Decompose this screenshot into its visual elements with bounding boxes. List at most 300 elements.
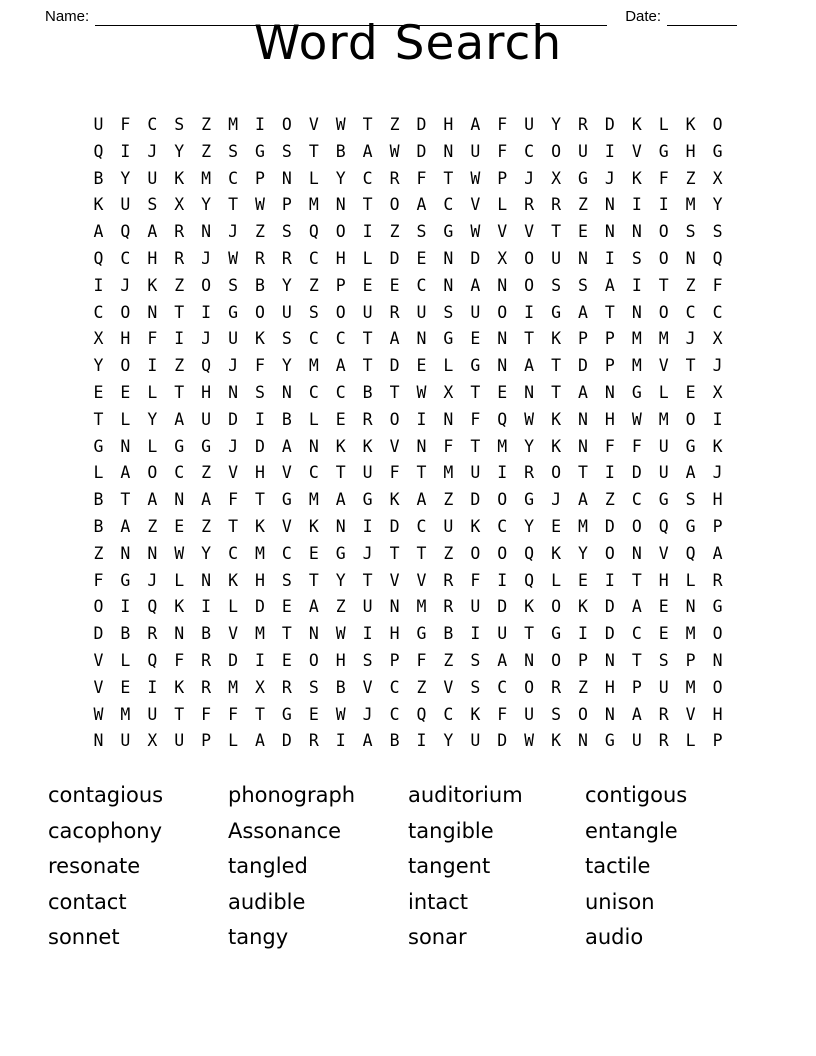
grid-letter-r11-c11: B [362,382,373,402]
grid-letter-r21-c1: V [93,650,104,670]
grid-letter-r20-c14: B [443,624,454,644]
grid-letter-r4-c22: I [658,195,669,215]
grid-letter-r17-c5: Y [201,543,212,563]
grid-letter-r6-c1: Q [93,248,104,268]
grid-letter-r21-c12: P [389,650,400,670]
grid-letter-r5-c14: G [443,222,454,242]
grid-letter-r24-c23: L [685,731,696,751]
grid-letter-r5-c19: E [577,222,588,242]
grid-letter-r24-c4: U [174,731,185,751]
grid-letter-r1-c2: F [120,115,131,134]
grid-letter-r23-c8: G [281,704,292,724]
grid-letter-r8-c1: C [93,302,104,322]
grid-letter-r14-c15: U [470,463,481,483]
grid-letter-r10-c18: T [551,356,561,376]
grid-letter-r11-c1: E [93,382,104,402]
name-blank-line [95,11,607,26]
grid-letter-r22-c6: M [228,677,238,697]
grid-letter-r22-c5: R [201,677,212,697]
grid-letter-r6-c12: D [389,248,400,268]
grid-letter-r9-c13: N [416,329,427,349]
grid-letter-r1-c21: K [631,115,642,134]
grid-letter-r8-c19: A [577,302,588,322]
grid-letter-r17-c22: V [658,543,669,563]
grid-letter-r1-c5: Z [201,115,212,134]
grid-letter-r24-c22: R [658,731,669,751]
grid-letter-r17-c1: Z [93,543,104,563]
grid-letter-r5-c18: T [551,222,561,242]
grid-letter-r24-c7: A [254,731,265,751]
grid-letter-r11-c3: L [147,382,158,402]
grid-letter-r20-c5: B [201,624,212,644]
grid-letter-r18-c22: H [658,570,669,590]
grid-letter-r15-c9: M [308,490,319,510]
grid-letter-r14-c22: U [658,463,669,483]
grid-letter-r1-c16: F [497,115,508,134]
grid-letter-r7-c15: A [470,275,481,295]
grid-letter-r18-c11: T [362,570,373,590]
grid-letter-r14-c11: U [362,463,373,483]
grid-letter-r17-c8: C [281,543,292,563]
grid-letter-r11-c17: N [524,382,535,402]
grid-letter-r19-c7: D [254,597,265,617]
grid-letter-r24-c3: X [147,731,158,751]
grid-letter-r16-c23: G [685,516,696,536]
grid-letter-r17-c9: E [308,543,319,563]
grid-letter-r20-c20: D [604,624,615,644]
grid-letter-r5-c15: W [470,222,481,242]
grid-letter-r9-c4: I [174,329,185,349]
grid-letter-r22-c7: X [254,677,265,697]
grid-letter-r3-c1: B [93,168,104,188]
grid-letter-r14-c24: J [712,463,723,483]
grid-letter-r4-c13: A [416,195,427,215]
grid-letter-r17-c12: T [389,543,400,563]
grid-letter-r13-c3: L [147,436,158,456]
word-item: phonograph [228,783,356,807]
grid-letter-r17-c7: M [254,543,265,563]
grid-letter-r15-c1: B [93,490,104,510]
grid-letter-r21-c23: P [685,650,696,670]
grid-letter-r12-c7: I [254,409,265,429]
grid-letter-r20-c15: I [470,624,481,644]
grid-letter-r4-c21: I [631,195,642,215]
grid-letter-r17-c14: Z [443,543,454,563]
grid-letter-r13-c14: F [443,436,454,456]
grid-letter-r14-c9: C [308,463,319,483]
grid-letter-r6-c23: N [685,248,696,268]
grid-letter-r22-c16: C [497,677,508,697]
grid-letter-r3-c23: Z [685,168,696,188]
grid-letter-r1-c18: Y [551,115,561,134]
grid-letter-r1-c3: C [147,115,158,134]
grid-letter-r4-c20: N [604,195,615,215]
grid-letter-r16-c13: C [416,516,427,536]
grid-letter-r2-c11: A [362,141,373,161]
grid-letter-r3-c2: Y [120,168,131,188]
grid-letter-r16-c10: N [335,516,346,536]
grid-letter-r19-c2: I [120,597,131,617]
grid-letter-r18-c8: S [281,570,292,590]
grid-letter-r3-c11: C [362,168,373,188]
word-item: audio [585,925,644,950]
grid-letter-r1-c7: I [254,115,265,134]
grid-letter-r12-c21: W [631,409,642,429]
grid-letter-r19-c19: K [577,597,588,617]
grid-letter-r19-c4: K [174,597,185,617]
word-item: audible [228,889,306,914]
grid-letter-r2-c14: N [443,141,454,161]
grid-letter-r3-c13: F [416,168,427,188]
grid-letter-r14-c13: T [416,463,427,483]
grid-letter-r24-c11: A [362,731,373,751]
page-title: Word Search [253,16,563,71]
grid-letter-r18-c17: Q [524,570,535,590]
grid-letter-r8-c10: O [335,302,346,322]
grid-letter-r11-c21: G [631,382,642,402]
grid-letter-r5-c10: O [335,222,346,242]
grid-letter-r22-c9: S [308,677,319,697]
grid-letter-r16-c11: I [362,516,373,536]
grid-letter-r19-c5: I [201,597,212,617]
grid-letter-r14-c18: O [551,463,561,483]
grid-letter-r3-c8: N [281,168,292,188]
grid-letter-r5-c20: N [604,222,615,242]
grid-letter-r4-c2: U [120,195,131,215]
grid-letter-r3-c15: W [470,168,481,188]
grid-letter-r23-c20: N [604,704,615,724]
grid-letter-r2-c22: G [658,141,669,161]
grid-letter-r20-c8: T [281,624,292,644]
grid-letter-r20-c17: T [524,624,535,644]
grid-letter-r15-c4: N [174,490,185,510]
grid-letter-r3-c19: G [577,168,588,188]
grid-letter-r5-c17: V [524,222,535,242]
grid-letter-r4-c16: L [497,195,508,215]
grid-letter-r23-c4: T [174,704,185,724]
grid-letter-r16-c4: E [174,516,185,536]
grid-letter-r8-c11: U [362,302,373,322]
grid-letter-r17-c15: O [470,543,481,563]
grid-letter-r15-c16: O [497,490,508,510]
grid-letter-r20-c11: I [362,624,373,644]
grid-letter-r18-c6: K [228,570,238,590]
grid-letter-r1-c10: W [335,115,346,134]
grid-letter-r20-c21: C [631,624,642,644]
grid-letter-r16-c8: V [281,516,292,536]
grid-letter-r12-c8: B [281,409,292,429]
word-item: sonnet [48,925,120,950]
grid-letter-r9-c9: C [308,329,319,349]
grid-letter-r13-c17: Y [524,436,535,456]
grid-letter-r15-c15: D [470,490,481,510]
grid-letter-r14-c10: T [335,463,346,483]
grid-letter-r7-c22: T [658,275,669,295]
grid-letter-r18-c21: T [631,570,642,590]
grid-letter-r5-c8: S [281,222,292,242]
grid-letter-r15-c8: G [281,490,292,510]
grid-letter-r4-c6: T [228,195,238,215]
grid-letter-r20-c22: E [658,624,669,644]
grid-letter-r23-c18: S [551,704,561,724]
grid-letter-r23-c17: U [524,704,535,724]
grid-letter-r24-c12: B [389,731,400,751]
grid-letter-r15-c10: A [335,490,346,510]
word-item: entangle [585,818,678,843]
grid-letter-r20-c3: R [147,624,158,644]
grid-letter-r10-c1: Y [93,356,104,376]
grid-letter-r22-c2: E [120,677,131,697]
grid-letter-r12-c4: A [174,409,185,429]
grid-letter-r7-c13: C [416,275,427,295]
grid-letter-r12-c12: O [389,409,400,429]
grid-letter-r7-c1: I [93,275,104,295]
grid-letter-r24-c5: P [201,731,212,751]
grid-letter-r14-c8: V [281,463,292,483]
grid-letter-r16-c6: T [228,516,238,536]
grid-letter-r1-c12: Z [389,115,400,134]
date-blank-line [667,11,737,26]
grid-letter-r2-c19: U [577,141,588,161]
grid-letter-r10-c4: Z [174,356,185,376]
grid-letter-r2-c17: C [524,141,535,161]
grid-letter-r8-c21: N [631,302,642,322]
grid-letter-r10-c22: V [658,356,669,376]
grid-letter-r11-c20: N [604,382,615,402]
grid-letter-r24-c17: W [524,731,535,751]
grid-letter-r4-c12: O [389,195,400,215]
grid-letter-r20-c12: H [389,624,400,644]
word-item: intact [408,889,469,914]
grid-letter-r14-c6: V [228,463,238,483]
grid-letter-r12-c2: L [120,409,131,429]
word-item: Assonance [228,818,342,843]
grid-letter-r14-c17: R [524,463,535,483]
grid-letter-r6-c11: L [362,248,373,268]
word-item: tangent [408,854,491,879]
grid-letter-r1-c8: O [281,115,292,134]
grid-letter-r8-c2: O [120,302,131,322]
grid-letter-r23-c21: A [631,704,642,724]
grid-letter-r3-c18: X [551,168,561,188]
grid-letter-r11-c2: E [120,382,131,402]
grid-letter-r13-c15: T [470,436,481,456]
grid-letter-r2-c6: S [228,141,238,161]
grid-letter-r7-c11: E [362,275,373,295]
grid-letter-r15-c21: C [631,490,642,510]
grid-letter-r19-c20: D [604,597,615,617]
grid-letter-r20-c23: M [685,624,696,644]
grid-letter-r4-c8: P [281,195,292,215]
grid-letter-r12-c22: M [658,409,669,429]
grid-letter-r21-c2: L [120,650,131,670]
grid-letter-r2-c20: I [604,141,615,161]
grid-letter-r21-c18: O [551,650,561,670]
grid-letter-r7-c19: S [577,275,588,295]
grid-letter-r16-c15: K [470,516,481,536]
grid-letter-r15-c22: G [658,490,669,510]
grid-letter-r10-c9: M [308,356,319,376]
grid-letter-r24-c9: R [308,731,319,751]
grid-letter-r10-c14: L [443,356,454,376]
grid-letter-r10-c21: M [631,356,642,376]
grid-letter-r18-c12: V [389,570,400,590]
grid-letter-r20-c9: N [308,624,319,644]
grid-letter-r17-c11: J [362,543,373,563]
grid-letter-r16-c20: D [604,516,615,536]
grid-letter-r6-c6: W [228,248,238,268]
grid-letter-r24-c8: D [281,731,292,751]
grid-letter-r22-c15: S [470,677,481,697]
grid-letter-r10-c12: D [389,356,400,376]
grid-letter-r15-c14: Z [443,490,454,510]
grid-letter-r13-c4: G [174,436,185,456]
grid-letter-r21-c7: I [254,650,265,670]
grid-letter-r20-c13: G [416,624,427,644]
grid-letter-r1-c20: D [604,115,615,134]
grid-letter-r13-c13: N [416,436,427,456]
grid-letter-r3-c9: L [308,168,319,188]
grid-letter-r3-c24: X [712,168,723,188]
grid-letter-r11-c4: T [174,382,185,402]
grid-letter-r22-c10: B [335,677,346,697]
grid-letter-r20-c19: I [577,624,588,644]
grid-letter-r22-c8: R [281,677,292,697]
grid-letter-r15-c5: A [201,490,212,510]
grid-letter-r18-c24: R [712,570,723,590]
grid-letter-r14-c1: L [93,463,104,483]
grid-letter-r24-c6: L [228,731,238,751]
grid-letter-r18-c3: J [147,570,158,590]
grid-letter-r12-c9: L [308,409,319,429]
grid-letter-r24-c20: G [604,731,615,751]
grid-letter-r10-c17: A [524,356,535,376]
grid-letter-r16-c19: M [577,516,588,536]
grid-letter-r5-c23: S [685,222,696,242]
grid-letter-r7-c18: S [551,275,561,295]
word-item: contigous [585,783,688,807]
grid-letter-r13-c23: G [685,436,696,456]
grid-letter-r19-c6: L [228,597,238,617]
grid-letter-r22-c13: Z [416,677,427,697]
grid-letter-r12-c10: E [335,409,346,429]
grid-letter-r9-c18: K [551,329,561,349]
grid-letter-r15-c18: J [551,490,561,510]
grid-letter-r23-c3: U [147,704,158,724]
grid-letter-r8-c15: U [470,302,481,322]
grid-letter-r19-c3: Q [147,597,158,617]
grid-letter-r11-c15: T [470,382,481,402]
grid-letter-r16-c1: B [93,516,104,536]
grid-letter-r14-c14: M [443,463,454,483]
grid-letter-r19-c18: O [551,597,561,617]
grid-letter-r19-c8: E [281,597,292,617]
grid-letter-r5-c6: J [228,222,238,242]
grid-letter-r8-c9: S [308,302,319,322]
grid-letter-r7-c14: N [443,275,454,295]
grid-letter-r16-c5: Z [201,516,212,536]
grid-letter-r4-c11: T [362,195,373,215]
grid-letter-r7-c5: O [201,275,212,295]
grid-letter-r10-c11: T [362,356,373,376]
grid-letter-r11-c12: T [389,382,400,402]
grid-letter-r5-c7: Z [254,222,265,242]
grid-letter-r16-c16: C [497,516,508,536]
grid-letter-r17-c23: Q [685,543,696,563]
grid-letter-r10-c8: Y [281,356,292,376]
grid-letter-r9-c8: S [281,329,292,349]
word-item: tangible [408,818,494,843]
grid-letter-r3-c12: R [389,168,400,188]
grid-letter-r2-c7: G [254,141,265,161]
grid-letter-r11-c19: A [577,382,588,402]
grid-letter-r23-c24: H [712,704,723,724]
grid-letter-r13-c5: G [201,436,212,456]
grid-letter-r17-c24: A [712,543,723,563]
grid-letter-r13-c11: K [362,436,373,456]
grid-letter-r19-c22: E [658,597,669,617]
grid-letter-r7-c6: S [228,275,238,295]
header [45,4,771,26]
grid-letter-r17-c4: W [174,543,185,563]
grid-letter-r18-c16: I [497,570,508,590]
grid-letter-r2-c10: B [335,141,346,161]
grid-letter-r2-c8: S [281,141,292,161]
grid-letter-r20-c2: B [120,624,131,644]
grid-letter-r23-c15: K [470,704,481,724]
grid-letter-r5-c3: A [147,222,158,242]
grid-letter-r4-c15: V [470,195,481,215]
grid-letter-r10-c19: D [577,356,588,376]
grid-letter-r9-c6: U [228,329,238,349]
grid-letter-r2-c1: Q [93,141,104,161]
grid-letter-r22-c21: P [631,677,642,697]
grid-letter-r12-c11: R [362,409,373,429]
grid-letter-r21-c4: F [174,650,185,670]
grid-letter-r10-c6: J [228,356,238,376]
grid-letter-r9-c22: M [658,329,669,349]
grid-letter-r19-c14: R [443,597,454,617]
grid-letter-r1-c24: O [712,115,723,134]
grid-letter-r17-c3: N [147,543,158,563]
grid-letter-r13-c18: K [551,436,561,456]
grid-letter-r21-c16: A [497,650,508,670]
grid-letter-r18-c2: G [120,570,131,590]
grid-letter-r24-c13: I [416,731,427,751]
grid-letter-r10-c7: F [254,356,265,376]
grid-letter-r22-c18: R [551,677,561,697]
grid-letter-r16-c24: P [712,516,723,536]
grid-letter-r18-c9: T [308,570,319,590]
grid-letter-r15-c11: G [362,490,373,510]
grid-letter-r14-c7: H [254,463,265,483]
word-item: cacophony [48,818,163,843]
grid-letter-r13-c19: N [577,436,588,456]
grid-letter-r19-c10: Z [335,597,346,617]
grid-letter-r9-c23: J [685,329,696,349]
grid-letter-r15-c13: A [416,490,427,510]
word-item: tangy [228,925,289,950]
grid-letter-r11-c6: N [228,382,238,402]
grid-letter-r14-c23: A [685,463,696,483]
grid-letter-r12-c23: O [685,409,696,429]
grid-letter-r21-c10: H [335,650,346,670]
grid-letter-r14-c4: C [174,463,185,483]
grid-letter-r5-c24: S [712,222,723,242]
grid-letter-r11-c7: S [254,382,265,402]
grid-letter-r12-c5: U [201,409,212,429]
grid-letter-r13-c16: M [497,436,508,456]
